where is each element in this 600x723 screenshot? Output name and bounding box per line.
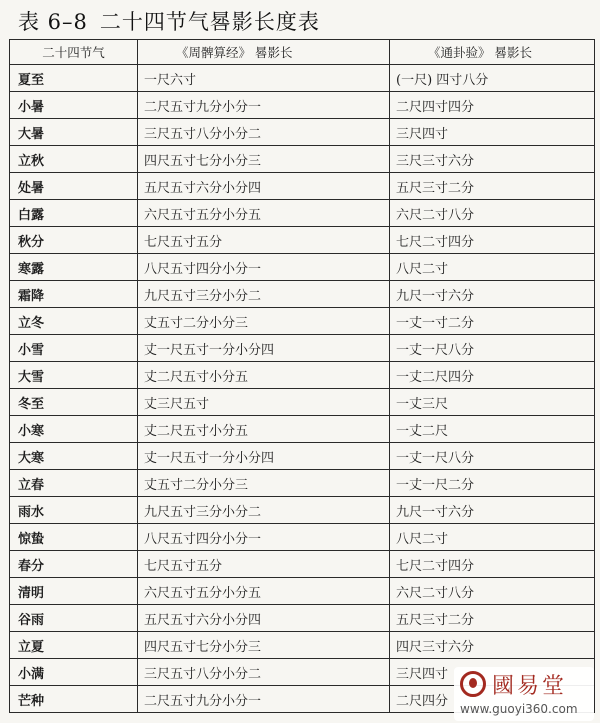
cell-zhoubi-length: 八尺五寸四分小分一 (138, 524, 390, 551)
cell-zhoubi-length: 丈五寸二分小分三 (138, 470, 390, 497)
cell-tonggua-length: 九尺一寸六分 (390, 281, 595, 308)
cell-zhoubi-length: 七尺五寸五分 (138, 227, 390, 254)
cell-zhoubi-length: 丈二尺五寸小分五 (138, 416, 390, 443)
cell-tonggua-length: 八尺二寸 (390, 524, 595, 551)
cell-tonggua-length: 五尺三寸二分 (390, 605, 595, 632)
cell-tonggua-length: 九尺一寸六分 (390, 497, 595, 524)
table-row (10, 92, 595, 119)
cell-solar-term: 小暑 (10, 92, 138, 119)
cell-tonggua-length: 五尺三寸二分 (390, 173, 595, 200)
cell-solar-term: 立冬 (10, 308, 138, 335)
table-row (10, 281, 595, 308)
cell-zhoubi-length: 八尺五寸四分小分一 (138, 254, 390, 281)
table-row (10, 335, 595, 362)
table-row (10, 443, 595, 470)
cell-tonggua-length: 七尺二寸四分 (390, 227, 595, 254)
cell-solar-term: 小寒 (10, 416, 138, 443)
header-solar-term: 二十四节气 (10, 40, 138, 65)
table-row (10, 470, 595, 497)
cell-solar-term: 大寒 (10, 443, 138, 470)
table-caption: 二十四节气晷影长度表 (99, 10, 320, 34)
cell-solar-term: 小满 (10, 659, 138, 686)
watermark-url: www.guoyi360.com (460, 702, 578, 716)
cell-tonggua-length: 三尺四寸 (390, 659, 595, 686)
cell-zhoubi-length: 丈五寸二分小分三 (138, 308, 390, 335)
cell-solar-term: 冬至 (10, 389, 138, 416)
cell-tonggua-length: 七尺二寸四分 (390, 551, 595, 578)
cell-tonggua-length: 二尺四分 (390, 686, 595, 713)
cell-solar-term: 秋分 (10, 227, 138, 254)
cell-tonggua-length: 六尺二寸八分 (390, 200, 595, 227)
table-row (10, 578, 595, 605)
cell-zhoubi-length: 丈一尺五寸一分小分四 (138, 335, 390, 362)
header-zhoubi: 《周髀算经》 晷影长 (138, 40, 390, 65)
cell-zhoubi-length: 六尺五寸五分小分五 (138, 200, 390, 227)
cell-tonggua-length: 一丈二尺四分 (390, 362, 595, 389)
table-row (10, 524, 595, 551)
cell-tonggua-length: 四尺三寸六分 (390, 632, 595, 659)
table-row (10, 632, 595, 659)
cell-solar-term: 谷雨 (10, 605, 138, 632)
watermark (454, 667, 594, 721)
cell-zhoubi-length: 三尺五寸八分小分二 (138, 659, 390, 686)
cell-solar-term: 清明 (10, 578, 138, 605)
table-row (10, 362, 595, 389)
cell-tonggua-length: 一丈二尺 (390, 416, 595, 443)
cell-zhoubi-length: 五尺五寸六分小分四 (138, 173, 390, 200)
table-header-row (10, 40, 595, 65)
solar-terms-shadow-table (9, 39, 595, 713)
cell-tonggua-length: 六尺二寸八分 (390, 578, 595, 605)
cell-tonggua-length: 一丈三尺 (390, 389, 595, 416)
cell-zhoubi-length: 丈一尺五寸一分小分四 (138, 443, 390, 470)
cell-tonggua-length: 八尺二寸 (390, 254, 595, 281)
cell-zhoubi-length: 二尺五寸九分小分一 (138, 92, 390, 119)
cell-zhoubi-length: 九尺五寸三分小分二 (138, 281, 390, 308)
cell-solar-term: 寒露 (10, 254, 138, 281)
cell-tonggua-length: 一丈一尺八分 (390, 335, 595, 362)
cell-zhoubi-length: 丈二尺五寸小分五 (138, 362, 390, 389)
table-number: 表 6–8 (18, 10, 88, 34)
cell-zhoubi-length: 七尺五寸五分 (138, 551, 390, 578)
table-title (18, 6, 320, 36)
table-row (10, 173, 595, 200)
cell-zhoubi-length: 丈三尺五寸 (138, 389, 390, 416)
cell-solar-term: 大暑 (10, 119, 138, 146)
cell-solar-term: 立春 (10, 470, 138, 497)
cell-zhoubi-length: 四尺五寸七分小分三 (138, 146, 390, 173)
table-row (10, 497, 595, 524)
table-row (10, 389, 595, 416)
table-row (10, 254, 595, 281)
cell-zhoubi-length: 二尺五寸九分小分一 (138, 686, 390, 713)
cell-solar-term: 夏至 (10, 65, 138, 92)
watermark-logo-icon (460, 671, 486, 697)
table-row (10, 65, 595, 92)
cell-tonggua-length: 一丈一尺八分 (390, 443, 595, 470)
cell-tonggua-length: 一丈一尺二分 (390, 470, 595, 497)
cell-tonggua-length: 一丈一寸二分 (390, 308, 595, 335)
cell-zhoubi-length: 四尺五寸七分小分三 (138, 632, 390, 659)
cell-solar-term: 小雪 (10, 335, 138, 362)
cell-solar-term: 白露 (10, 200, 138, 227)
cell-solar-term: 霜降 (10, 281, 138, 308)
table-row (10, 146, 595, 173)
cell-solar-term: 立秋 (10, 146, 138, 173)
table-row (10, 551, 595, 578)
header-tonggua: 《通卦验》 晷影长 (390, 40, 595, 65)
cell-zhoubi-length: 三尺五寸八分小分二 (138, 119, 390, 146)
table-row (10, 416, 595, 443)
cell-solar-term: 芒种 (10, 686, 138, 713)
table-row (10, 119, 595, 146)
cell-zhoubi-length: 六尺五寸五分小分五 (138, 578, 390, 605)
cell-zhoubi-length: 一尺六寸 (138, 65, 390, 92)
table-row (10, 227, 595, 254)
watermark-name: 國易堂 (492, 674, 568, 699)
cell-solar-term: 大雪 (10, 362, 138, 389)
cell-zhoubi-length: 九尺五寸三分小分二 (138, 497, 390, 524)
cell-solar-term: 惊蛰 (10, 524, 138, 551)
table-row (10, 308, 595, 335)
cell-solar-term: 处暑 (10, 173, 138, 200)
cell-tonggua-length: 二尺四寸四分 (390, 92, 595, 119)
cell-tonggua-length: (一尺) 四寸八分 (390, 65, 595, 92)
cell-solar-term: 立夏 (10, 632, 138, 659)
cell-solar-term: 春分 (10, 551, 138, 578)
cell-tonggua-length: 三尺三寸六分 (390, 146, 595, 173)
table-row (10, 200, 595, 227)
cell-solar-term: 雨水 (10, 497, 138, 524)
cell-tonggua-length: 三尺四寸 (390, 119, 595, 146)
cell-zhoubi-length: 五尺五寸六分小分四 (138, 605, 390, 632)
table-row (10, 605, 595, 632)
